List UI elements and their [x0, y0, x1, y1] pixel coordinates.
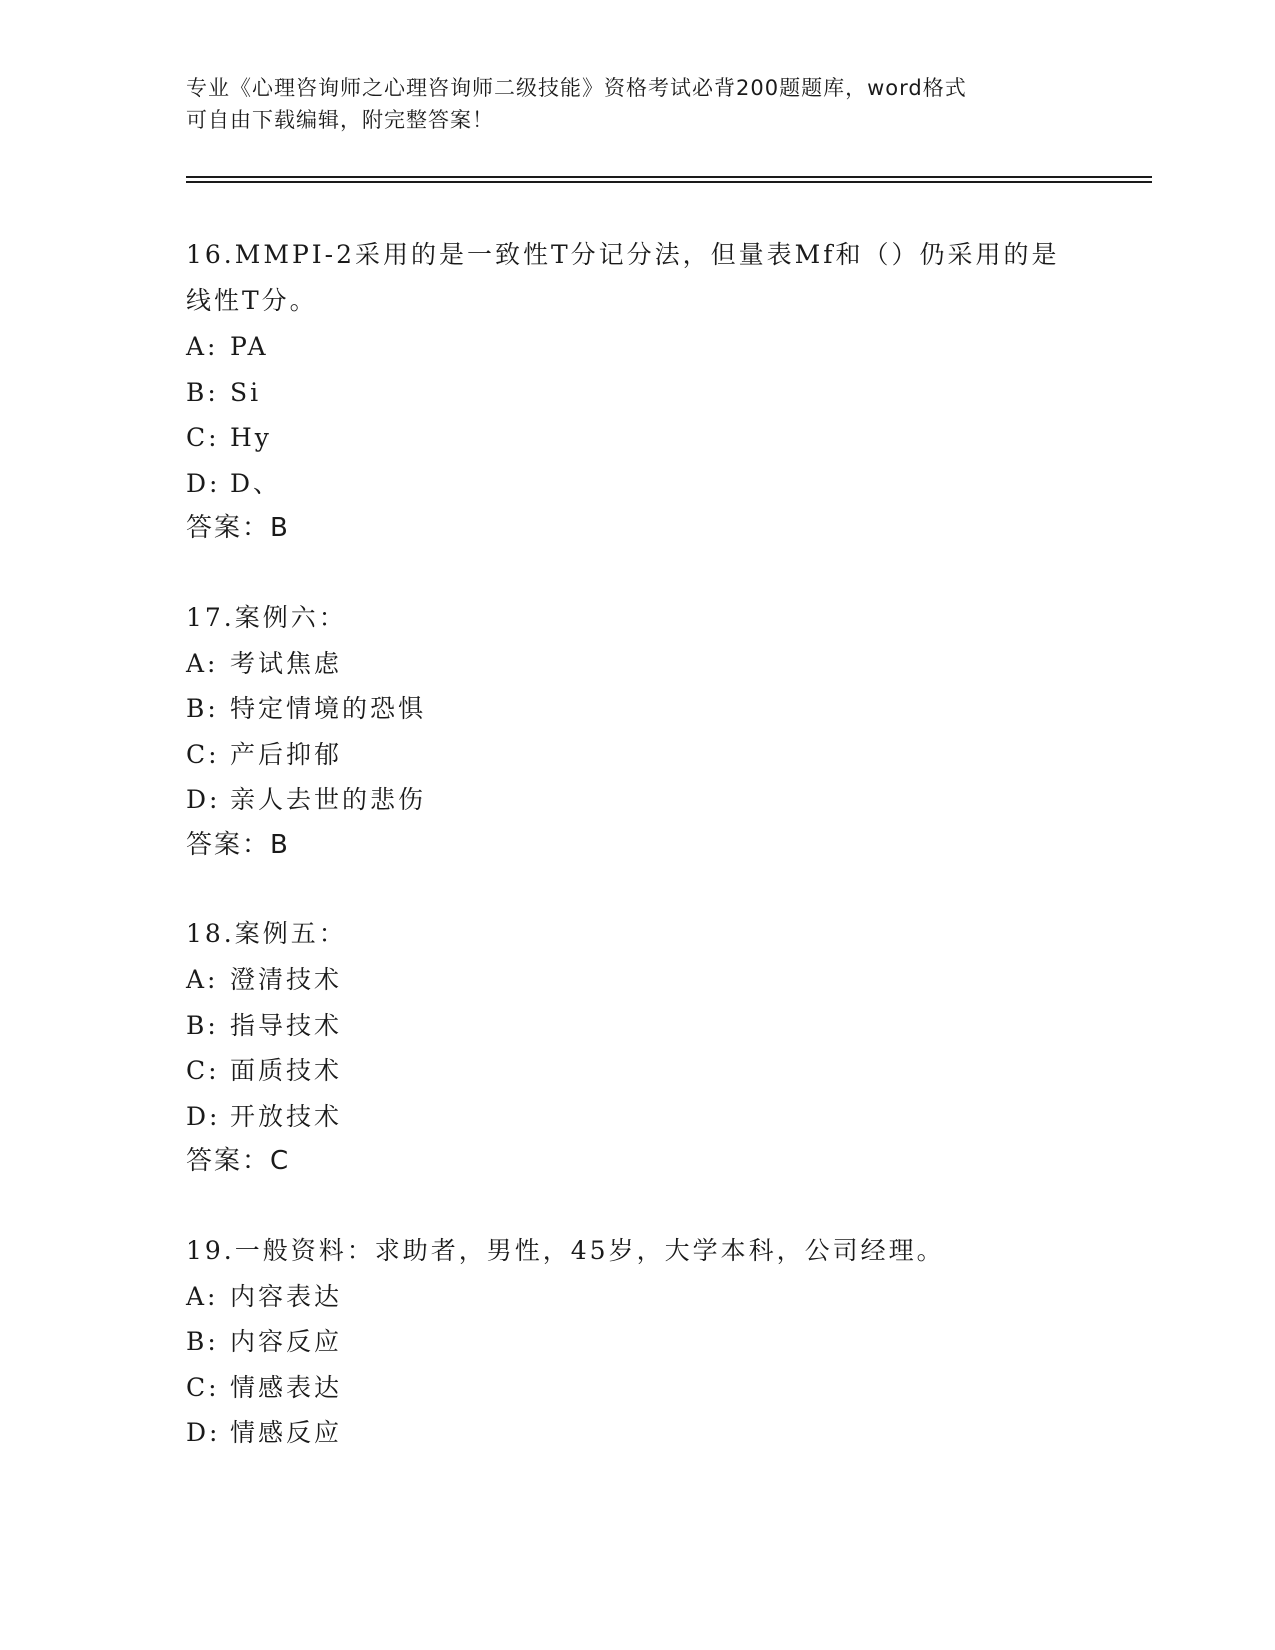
- option-letter: C:: [186, 1056, 220, 1085]
- option-letter: D:: [186, 1101, 221, 1131]
- option-letter: B:: [186, 377, 219, 407]
- option-b: [186, 686, 1086, 732]
- question-stem: 线性T分。: [186, 286, 318, 315]
- option-a: [186, 957, 1086, 1003]
- option-letter: B:: [186, 1010, 219, 1040]
- option-letter: A:: [186, 332, 219, 361]
- option-text: 情感表达: [230, 1372, 343, 1402]
- answer-line: 答案：B: [186, 513, 290, 543]
- option-letter: A:: [186, 965, 219, 994]
- question-stem: 16.MMPI-2采用的是一致性T分记分法，但量表Mf和（）仍采用的是: [186, 240, 1060, 269]
- header-line-1: 专业《心理咨询师之心理咨询师二级技能》资格考试必背200题题库，word格式: [186, 76, 967, 100]
- answer-line: 答案：B: [186, 829, 290, 860]
- option-c: [186, 415, 1086, 461]
- option-letter: B:: [186, 1327, 219, 1356]
- option-text: PA: [230, 332, 269, 361]
- option-text: 指导技术: [230, 1010, 343, 1040]
- option-c: [186, 732, 1086, 778]
- option-text: 亲人去世的悲伤: [230, 785, 427, 814]
- header-divider-bottom: [186, 181, 1152, 183]
- option-text: Si: [230, 377, 262, 407]
- question-stem: 18.案例五：: [186, 919, 347, 948]
- option-letter: A:: [186, 1281, 219, 1311]
- option-c: [186, 1048, 1086, 1094]
- option-letter: C:: [186, 423, 220, 452]
- option-text: 产后抑郁: [230, 739, 343, 769]
- option-letter: B:: [186, 694, 219, 723]
- answer-line: 答案：C: [186, 1146, 291, 1176]
- option-letter: C:: [186, 1372, 220, 1402]
- option-d: [186, 777, 1086, 823]
- option-letter: A:: [186, 648, 219, 678]
- option-d: [186, 1410, 1086, 1456]
- option-text: Hy: [230, 423, 272, 452]
- option-letter: C:: [186, 739, 220, 769]
- option-a: [186, 1274, 1086, 1320]
- option-text: D、: [230, 468, 282, 498]
- question-18: [186, 911, 1086, 1185]
- option-d: [186, 1094, 1086, 1140]
- option-d: [186, 461, 1086, 507]
- question-16: [186, 232, 1086, 552]
- option-b: [186, 1003, 1086, 1049]
- option-b: [186, 370, 1086, 416]
- option-text: 开放技术: [230, 1101, 343, 1131]
- option-text: 内容反应: [230, 1327, 343, 1356]
- option-letter: D:: [186, 468, 221, 498]
- question-17: [186, 595, 1086, 869]
- question-19: [186, 1228, 1086, 1456]
- header-divider-top: [186, 176, 1152, 178]
- option-text: 面质技术: [230, 1056, 343, 1085]
- option-letter: D:: [186, 785, 221, 814]
- option-a: [186, 641, 1086, 687]
- question-list: [186, 232, 1086, 1499]
- option-c: [186, 1365, 1086, 1411]
- header-line-2: 可自由下载编辑，附完整答案！: [186, 108, 494, 132]
- question-stem: 19.一般资料：求助者，男性，45岁，大学本科，公司经理。: [186, 1235, 945, 1265]
- document-header: [186, 72, 1066, 136]
- option-letter: D:: [186, 1418, 221, 1447]
- option-text: 澄清技术: [230, 965, 343, 994]
- option-text: 特定情境的恐惧: [230, 694, 427, 723]
- option-text: 情感反应: [230, 1418, 343, 1447]
- question-stem: 17.案例六：: [186, 602, 347, 632]
- option-b: [186, 1319, 1086, 1365]
- option-text: 考试焦虑: [230, 648, 343, 678]
- option-a: [186, 324, 1086, 370]
- option-text: 内容表达: [230, 1281, 343, 1311]
